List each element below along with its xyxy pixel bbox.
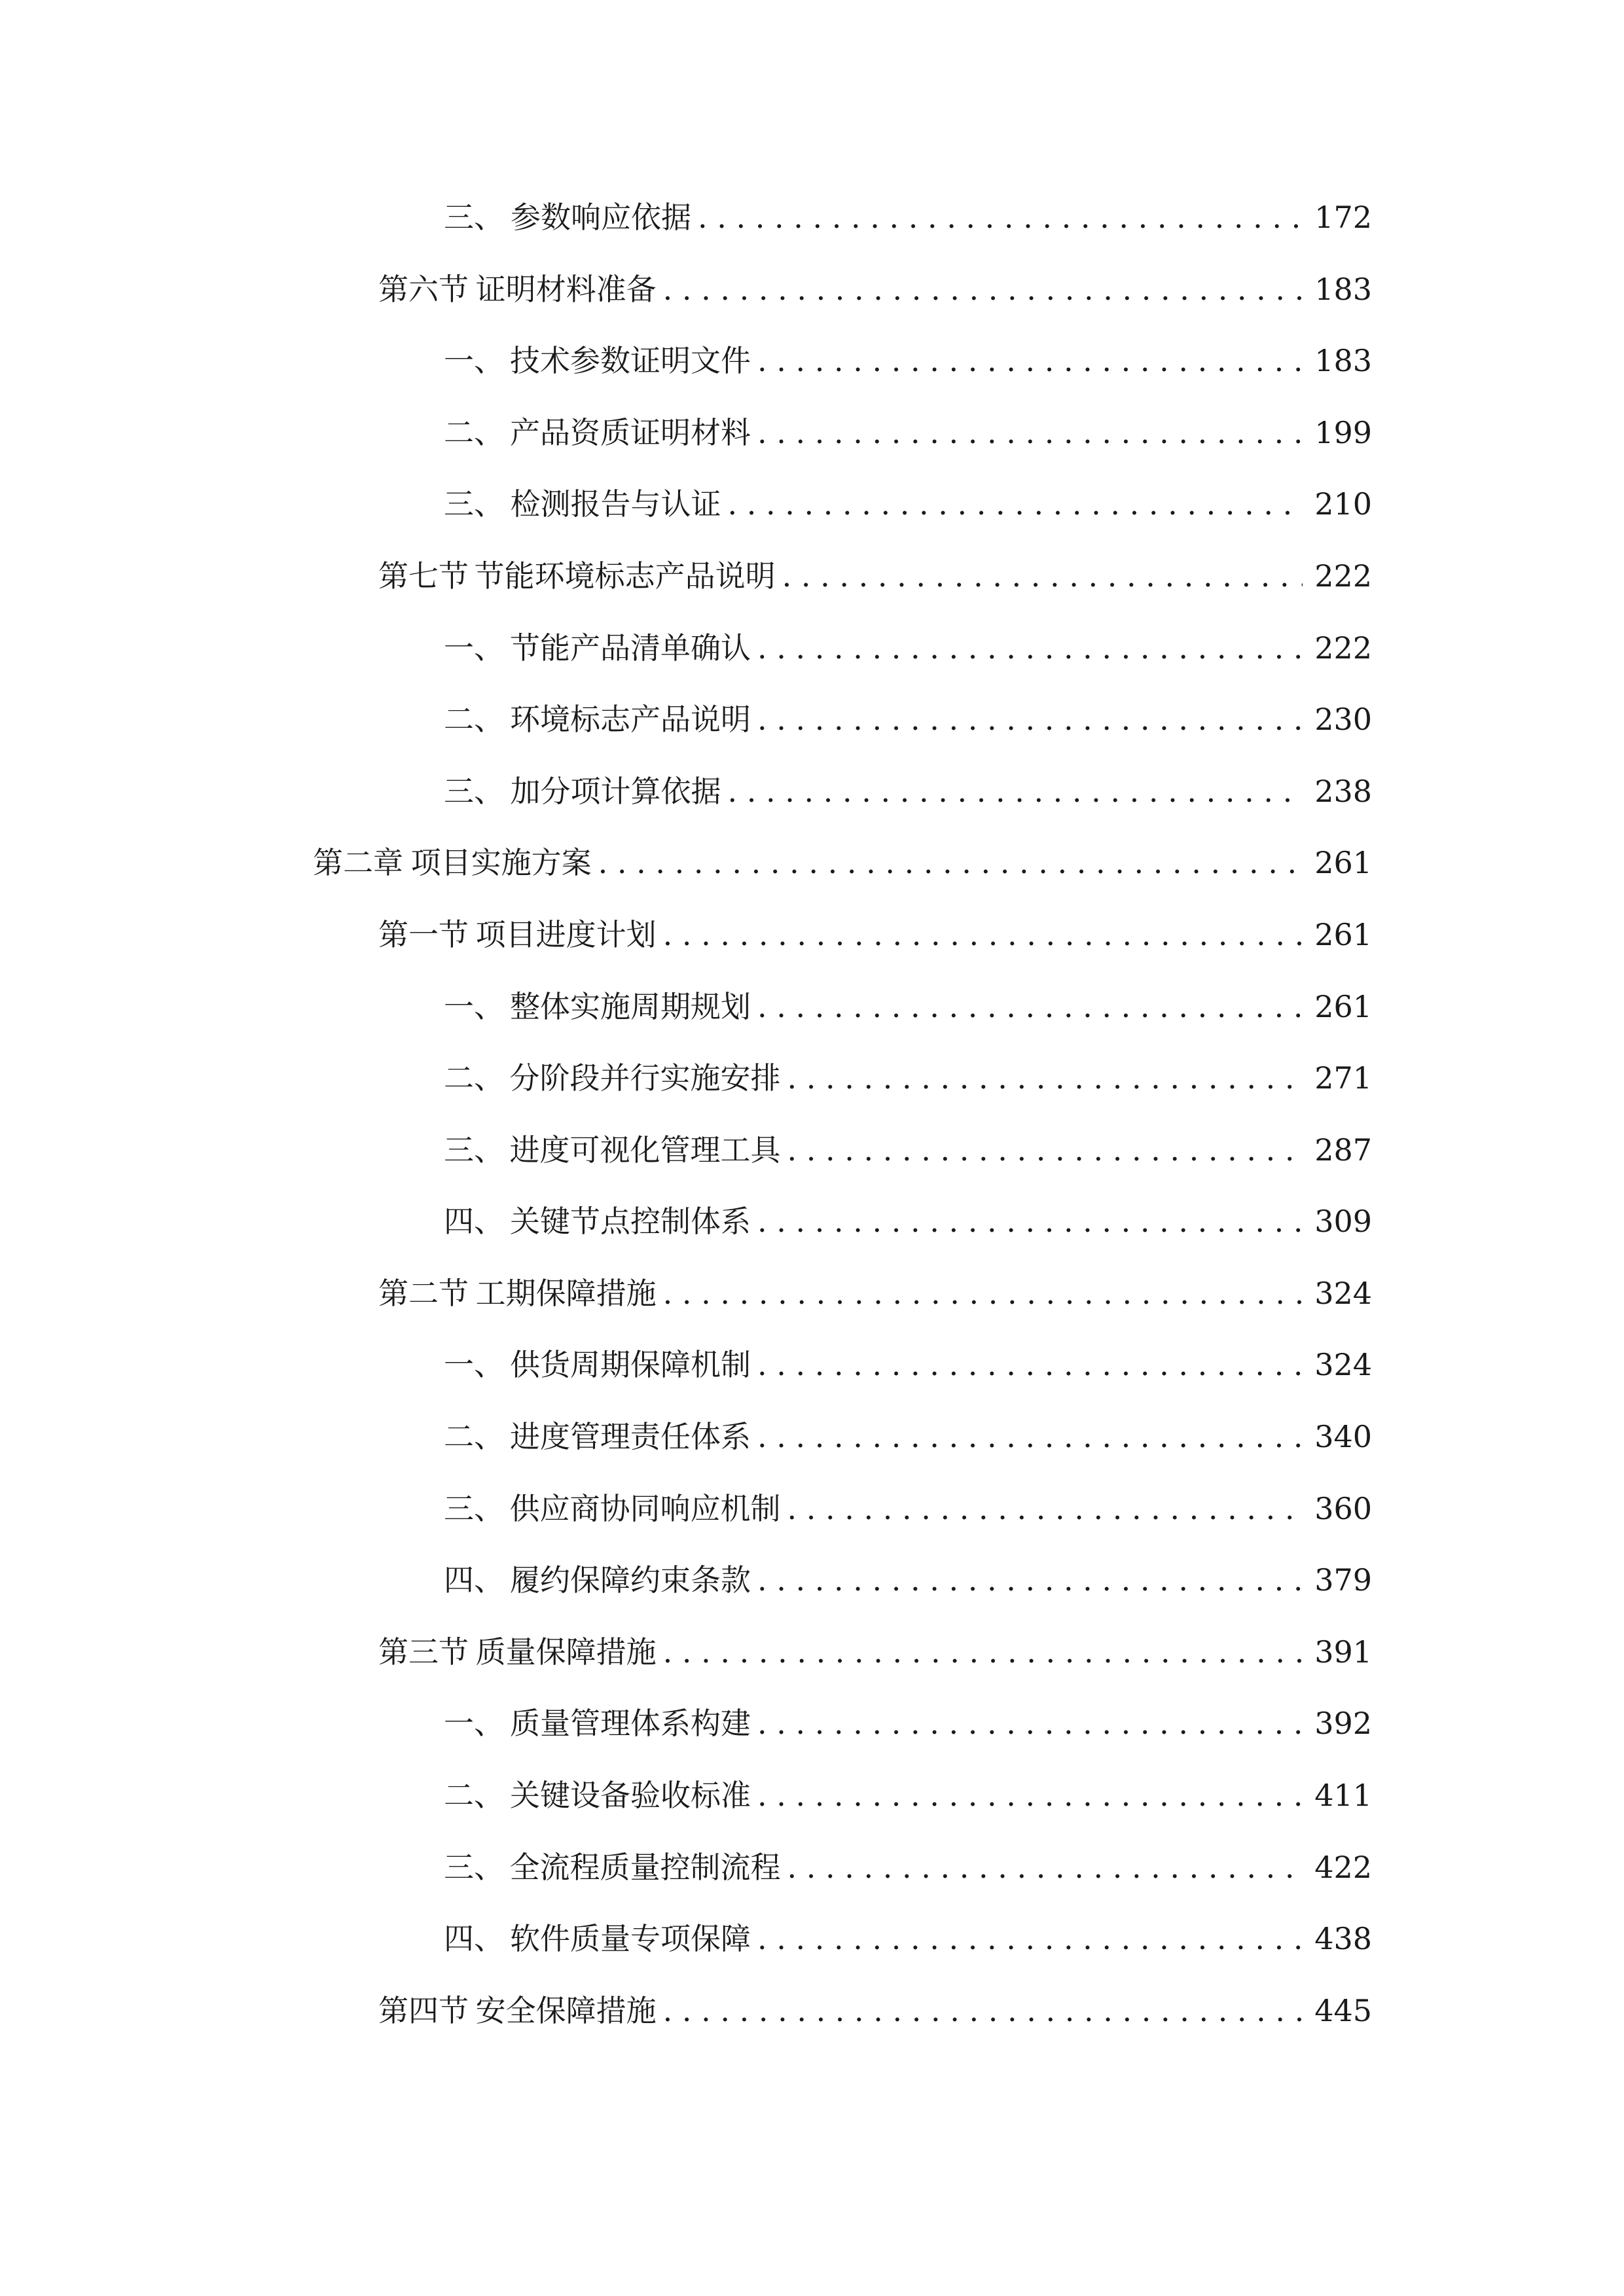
toc-entry[interactable] bbox=[0, 1482, 1624, 1535]
toc-entry-page: 360 bbox=[1314, 1491, 1372, 1526]
toc-entry[interactable] bbox=[0, 1841, 1624, 1893]
toc-entry[interactable] bbox=[0, 693, 1624, 745]
toc-entry-number: 四、 bbox=[444, 1921, 504, 1956]
dot-leader bbox=[757, 1912, 1303, 1965]
toc-entry[interactable] bbox=[0, 1912, 1624, 1965]
dot-leader bbox=[757, 406, 1303, 459]
toc-entry-number: 第六节 bbox=[378, 272, 469, 307]
toc-entry-page: 261 bbox=[1314, 845, 1372, 880]
toc-entry-number: 四、 bbox=[444, 1204, 504, 1239]
toc-entry-title: 软件质量专项保障 bbox=[510, 1921, 751, 1956]
toc-entry-title: 关键节点控制体系 bbox=[510, 1204, 751, 1239]
toc-entry-title: 项目进度计划 bbox=[475, 917, 657, 952]
toc-entry-page: 230 bbox=[1314, 702, 1372, 737]
toc-entry-title: 关键设备验收标准 bbox=[510, 1778, 751, 1813]
toc-entry-page: 391 bbox=[1314, 1634, 1372, 1670]
toc-entry[interactable] bbox=[0, 191, 1624, 243]
toc-entry[interactable] bbox=[0, 1267, 1624, 1319]
dot-leader bbox=[757, 1554, 1303, 1606]
toc-entry-number: 一、 bbox=[444, 343, 504, 378]
toc-entry-number: 三、 bbox=[444, 1132, 504, 1168]
toc-entry[interactable] bbox=[0, 1195, 1624, 1247]
toc-entry-page: 379 bbox=[1314, 1562, 1372, 1598]
toc-entry-title: 全流程质量控制流程 bbox=[509, 1850, 781, 1885]
toc-entry-page: 411 bbox=[1314, 1778, 1372, 1813]
dot-leader bbox=[728, 478, 1303, 530]
toc-entry-page: 271 bbox=[1314, 1060, 1372, 1096]
toc-entry[interactable] bbox=[0, 908, 1624, 961]
toc-entry[interactable] bbox=[0, 1338, 1624, 1391]
toc-entry-title: 整体实施周期规划 bbox=[510, 989, 751, 1024]
toc-entry-title: 进度管理责任体系 bbox=[510, 1419, 751, 1454]
toc-entry-page: 309 bbox=[1314, 1204, 1372, 1239]
toc-entry-number: 第四节 bbox=[378, 1993, 469, 2028]
toc-entry-title: 加分项计算依据 bbox=[510, 774, 721, 809]
toc-entry-page: 392 bbox=[1314, 1706, 1372, 1741]
toc-entry[interactable] bbox=[0, 1984, 1624, 2037]
toc-entry-page: 287 bbox=[1314, 1132, 1372, 1168]
toc-entry-title: 供货周期保障机制 bbox=[510, 1347, 751, 1382]
toc-entry-number: 第二章 bbox=[313, 845, 403, 880]
toc-entry-title: 分阶段并行实施安排 bbox=[509, 1060, 781, 1096]
dot-leader bbox=[598, 836, 1303, 889]
toc-entry-title: 技术参数证明文件 bbox=[510, 343, 751, 378]
toc-entry[interactable] bbox=[0, 1410, 1624, 1463]
toc-entry-number: 二、 bbox=[444, 1060, 504, 1096]
dot-leader bbox=[663, 1267, 1303, 1319]
toc-entry[interactable] bbox=[0, 1769, 1624, 1821]
dot-leader bbox=[663, 908, 1303, 961]
toc-entry[interactable] bbox=[0, 550, 1624, 602]
dot-leader bbox=[757, 622, 1303, 674]
toc-entry-page: 199 bbox=[1314, 415, 1372, 450]
toc-entry-number: 二、 bbox=[444, 1778, 504, 1813]
toc-entry[interactable] bbox=[0, 1124, 1624, 1176]
toc-entry[interactable] bbox=[0, 980, 1624, 1033]
toc-entry-page: 210 bbox=[1314, 486, 1372, 522]
toc-entry-number: 三、 bbox=[444, 1491, 504, 1526]
toc-entry-number: 二、 bbox=[444, 415, 504, 450]
dot-leader bbox=[787, 1124, 1303, 1176]
toc-entry-number: 三、 bbox=[444, 486, 504, 522]
toc-entry-title: 质量管理体系构建 bbox=[510, 1706, 751, 1741]
toc-entry[interactable] bbox=[0, 263, 1624, 315]
toc-entry-page: 183 bbox=[1314, 343, 1372, 378]
toc-entry-page: 222 bbox=[1314, 558, 1372, 594]
dot-leader bbox=[757, 693, 1303, 745]
toc-entry-title: 产品资质证明材料 bbox=[510, 415, 751, 450]
toc-entry-title: 供应商协同响应机制 bbox=[509, 1491, 781, 1526]
dot-leader bbox=[663, 263, 1303, 315]
dot-leader bbox=[757, 1697, 1303, 1749]
toc-entry-page: 422 bbox=[1314, 1850, 1372, 1885]
toc-entry[interactable] bbox=[0, 622, 1624, 674]
toc-entry[interactable] bbox=[0, 765, 1624, 817]
toc-entry[interactable] bbox=[0, 836, 1624, 889]
toc-entry-number: 三、 bbox=[444, 774, 504, 809]
toc-entry-number: 一、 bbox=[444, 1347, 504, 1382]
toc-entry[interactable] bbox=[0, 1554, 1624, 1606]
toc-entry[interactable] bbox=[0, 1626, 1624, 1678]
toc-entry-page: 324 bbox=[1314, 1276, 1372, 1311]
dot-leader bbox=[757, 980, 1303, 1033]
toc-entry-number: 二、 bbox=[444, 1419, 504, 1454]
dot-leader bbox=[782, 550, 1303, 602]
toc-entry-title: 工期保障措施 bbox=[475, 1276, 657, 1311]
toc-entry-page: 438 bbox=[1314, 1921, 1372, 1956]
toc-entry-page: 445 bbox=[1314, 1993, 1372, 2028]
dot-leader bbox=[663, 1984, 1303, 2037]
toc-entry-page: 261 bbox=[1314, 989, 1372, 1024]
toc-entry-number: 第七节 bbox=[378, 558, 469, 594]
toc-entry-page: 183 bbox=[1314, 272, 1372, 307]
toc-entry-page: 261 bbox=[1314, 917, 1372, 952]
dot-leader bbox=[787, 1482, 1303, 1535]
toc-entry-number: 二、 bbox=[444, 702, 504, 737]
toc-entry[interactable] bbox=[0, 406, 1624, 459]
toc-entry-number: 第二节 bbox=[378, 1276, 469, 1311]
toc-entry-number: 一、 bbox=[444, 630, 504, 666]
toc-entry-number: 四、 bbox=[444, 1562, 504, 1598]
toc-entry[interactable] bbox=[0, 334, 1624, 387]
toc-entry-page: 340 bbox=[1314, 1419, 1372, 1454]
dot-leader bbox=[787, 1052, 1303, 1104]
dot-leader bbox=[757, 1769, 1303, 1821]
dot-leader bbox=[757, 1338, 1303, 1391]
toc-entry-title: 证明材料准备 bbox=[475, 272, 657, 307]
toc-entry-title: 节能环境标志产品说明 bbox=[474, 558, 776, 594]
toc-entry-page: 324 bbox=[1314, 1347, 1372, 1382]
toc-entry-title: 节能产品清单确认 bbox=[510, 630, 751, 666]
toc-entry-number: 三、 bbox=[444, 1850, 504, 1885]
toc-entry[interactable] bbox=[0, 478, 1624, 530]
dot-leader bbox=[698, 191, 1303, 243]
toc-entry-title: 安全保障措施 bbox=[475, 1993, 657, 2028]
dot-leader bbox=[787, 1841, 1303, 1893]
toc-entry[interactable] bbox=[0, 1052, 1624, 1104]
toc-entry-title: 进度可视化管理工具 bbox=[509, 1132, 781, 1168]
toc-entry-number: 第一节 bbox=[378, 917, 469, 952]
toc-entry-title: 履约保障约束条款 bbox=[510, 1562, 751, 1598]
toc-entry-title: 质量保障措施 bbox=[475, 1634, 657, 1670]
dot-leader bbox=[757, 1195, 1303, 1247]
dot-leader bbox=[757, 334, 1303, 387]
toc-entry-title: 项目实施方案 bbox=[410, 845, 592, 880]
toc-entry-title: 参数响应依据 bbox=[511, 200, 692, 235]
toc-entry-number: 三、 bbox=[444, 200, 504, 235]
dot-leader bbox=[663, 1626, 1303, 1678]
toc-entry-number: 第三节 bbox=[378, 1634, 469, 1670]
toc-entry-page: 172 bbox=[1314, 200, 1372, 235]
toc-entry-title: 检测报告与认证 bbox=[510, 486, 721, 522]
toc-entry-title: 环境标志产品说明 bbox=[510, 702, 751, 737]
dot-leader bbox=[728, 765, 1303, 817]
toc-entry-page: 222 bbox=[1314, 630, 1372, 666]
toc-entry[interactable] bbox=[0, 1697, 1624, 1749]
toc-entry-number: 一、 bbox=[444, 989, 504, 1024]
toc-entry-number: 一、 bbox=[444, 1706, 504, 1741]
toc-entry-page: 238 bbox=[1314, 774, 1372, 809]
dot-leader bbox=[757, 1410, 1303, 1463]
